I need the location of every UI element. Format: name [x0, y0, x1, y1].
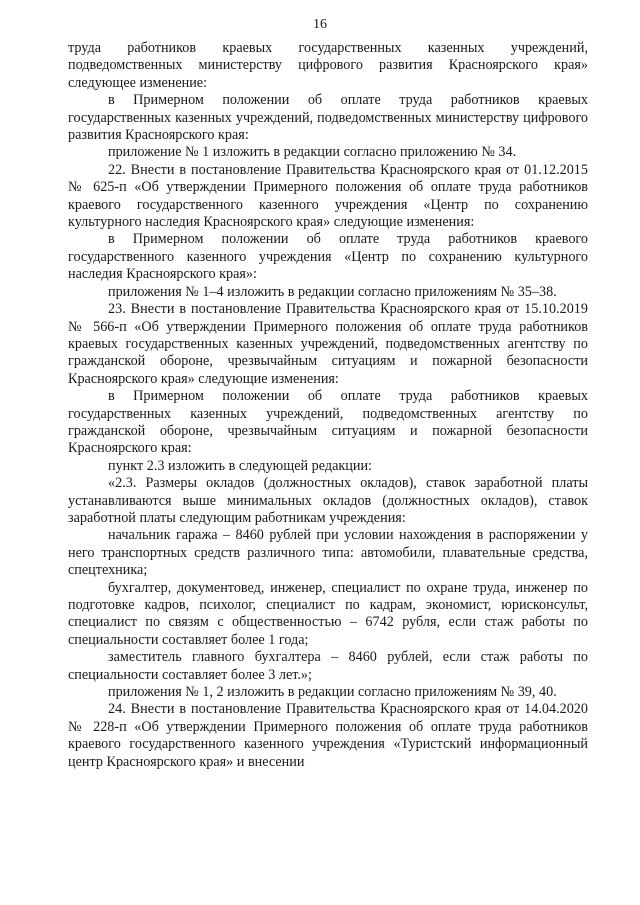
- paragraph: в Примерном положении об оплате труда работников краевых государственных казенных учреждений, подведомственных агентству по гражданской обороне, чрезвычайным ситуациям и пожарной безопасности Красноярского края:: [68, 388, 588, 457]
- paragraph: 22. Внести в постановление Правительства Красноярского края от 01.12.2015 № 625-п «Об утверждении Примерного положения об оплате труда работников краевого государственного казенного учреждения «Центр по сохранению культурного наследия Красноярского края» следующие изменения:: [68, 161, 588, 231]
- paragraph: в Примерном положении об оплате труда работников краевого государственного казенного учреждения «Центр по сохранению культурного наследия Красноярского края»:: [68, 231, 588, 283]
- paragraph: 23. Внести в постановление Правительства Красноярского края от 15.10.2019 № 566-п «Об утверждении Примерного положения об оплате труда работников краевых государственных казенных учреждений, подведомственных агентству по гражданской обороне, чрезвычайным ситуациям и пожарной безопасности Красноярского края» следующие изменения:: [68, 301, 588, 387]
- paragraph: 24. Внести в постановление Правительства Красноярского края от 14.04.2020 № 228-п «Об утверждении Примерного положения об оплате труда работников краевого государственного казенного учреждения «Туристский информационный центр Красноярского края» и внесении: [68, 701, 588, 770]
- page-number: 16: [313, 17, 327, 32]
- paragraph: приложения № 1–4 изложить в редакции согласно приложениям № 35–38.: [108, 283, 557, 300]
- paragraph: приложение № 1 изложить в редакции согласно приложению № 34.: [108, 144, 517, 161]
- paragraph: начальник гаража – 8460 рублей при условии нахождения в распоряжении у него транспортных средств различного типа: автомобили, плавательные средства, спецтехника;: [68, 527, 588, 579]
- paragraph: труда работников краевых государственных казенных учреждений, подведомственных министерству цифрового развития Красноярского края» следующее изменение:: [68, 40, 588, 91]
- paragraph: в Примерном положении об оплате труда работников краевых государственных казенных учреждений, подведомственных министерству цифрового развития Красноярского края:: [68, 92, 588, 144]
- paragraph: пункт 2.3 изложить в следующей редакции:: [108, 457, 372, 474]
- paragraph: заместитель главного бухгалтера – 8460 рублей, если стаж работы по специальности составляет более 3 лет.»;: [68, 649, 588, 683]
- paragraph: приложения № 1, 2 изложить в редакции согласно приложениям № 39, 40.: [108, 684, 557, 701]
- paragraph: «2.3. Размеры окладов (должностных окладов), ставок заработной платы устанавливаются выше минимальных окладов (должностных окладов), ставок заработной платы следующим работникам учреждения:: [68, 475, 588, 526]
- paragraph: бухгалтер, документовед, инженер, специалист по охране труда, инженер по подготовке кадров, психолог, специалист по кадрам, экономист, юрисконсульт, специалист по связям с общественностью – 6742 рубля, если стаж работы по специальности составляет более 1 года;: [68, 579, 588, 648]
- document-body: [68, 40, 588, 771]
